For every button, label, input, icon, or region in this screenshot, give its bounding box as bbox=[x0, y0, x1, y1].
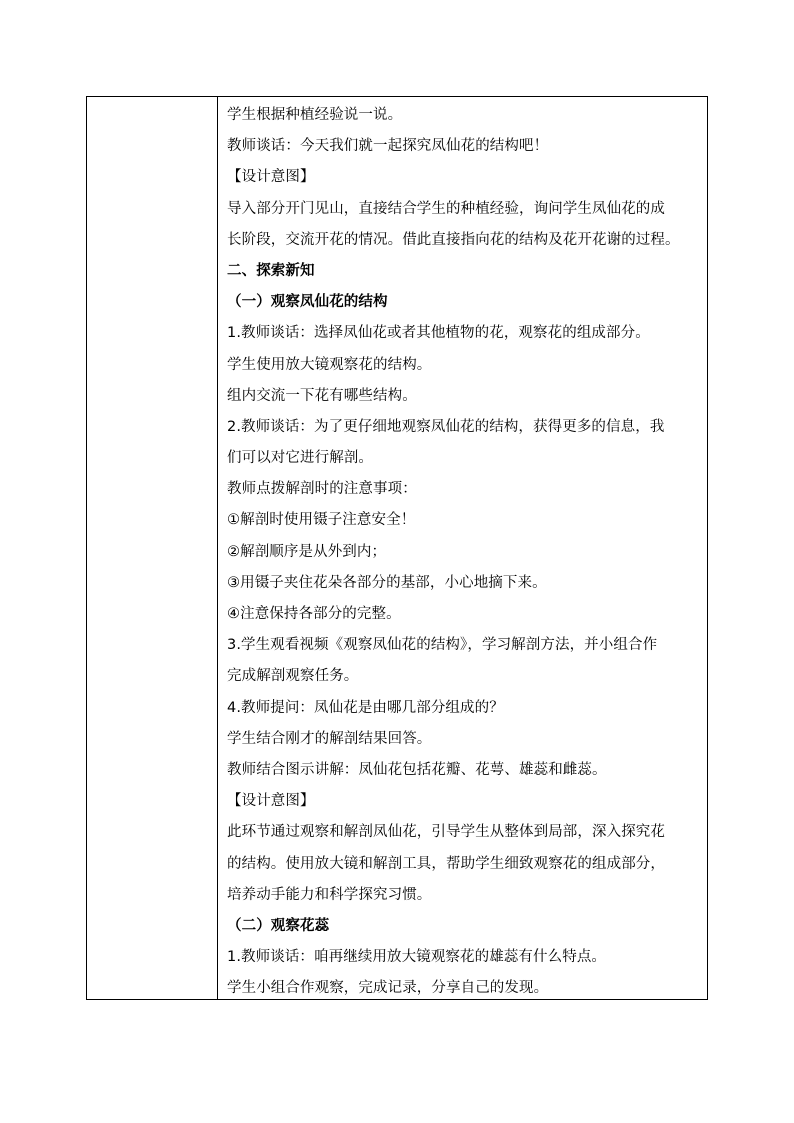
text-line: 学生使用放大镜观察花的结构。 bbox=[227, 356, 432, 373]
text-line: 2.教师谈话：为了更仔细地观察凤仙花的结构，获得更多的信息，我 bbox=[227, 418, 665, 435]
text-line: ①解剖时使用镊子注意安全！ bbox=[227, 512, 416, 529]
section-heading: （二）观察花蕊 bbox=[227, 917, 330, 934]
text-line: 学生根据种植经验说一说。 bbox=[227, 107, 403, 123]
text-line: 【设计意图】 bbox=[227, 793, 315, 810]
text-line: 的结构。使用放大镜和解剖工具，帮助学生细致观察花的组成部分， bbox=[227, 855, 665, 872]
text-line: 【设计意图】 bbox=[227, 169, 315, 186]
text-line: 教师谈话：今天我们就一起探究凤仙花的结构吧！ bbox=[227, 138, 549, 155]
text-line: ②解剖顺序是从外到内； bbox=[227, 543, 387, 560]
lesson-plan-table bbox=[86, 96, 708, 1000]
text-line: 们可以对它进行解剖。 bbox=[227, 450, 373, 467]
text-line: ③用镊子夹住花朵各部分的基部，小心地摘下来。 bbox=[227, 574, 547, 591]
content-cell bbox=[218, 97, 707, 999]
left-column-cell bbox=[87, 97, 218, 999]
text-line: 学生结合刚才的解剖结果回答。 bbox=[227, 730, 432, 747]
text-line: 3.学生观看视频《观察凤仙花的结构》，学习解剖方法，并小组合作 bbox=[227, 637, 658, 654]
text-line: 1.教师谈话：咱再继续用放大镜观察花的雄蕊有什么特点。 bbox=[227, 949, 607, 966]
text-line: 完成解剖观察任务。 bbox=[227, 668, 359, 685]
section-heading: 二、探索新知 bbox=[227, 262, 315, 279]
text-line: ④注意保持各部分的完整。 bbox=[227, 606, 401, 622]
text-line: 组内交流一下花有哪些结构。 bbox=[227, 387, 417, 404]
text-line: 学生小组合作观察，完成记录，分享自己的发现。 bbox=[227, 980, 549, 997]
text-line: 教师结合图示讲解：凤仙花包括花瓣、花萼、雄蕊和雌蕊。 bbox=[227, 761, 607, 778]
text-line: 此环节通过观察和解剖凤仙花，引导学生从整体到局部，深入探究花 bbox=[227, 824, 665, 841]
text-line: 教师点拨解剖时的注意事项： bbox=[227, 481, 417, 498]
text-line: 导入部分开门见山，直接结合学生的种植经验，询问学生凤仙花的成 bbox=[227, 200, 665, 217]
text-line: 长阶段，交流开花的情况。借此直接指向花的结构及花开花谢的过程。 bbox=[227, 231, 680, 248]
text-line: 1.教师谈话：选择凤仙花或者其他植物的花，观察花的组成部分。 bbox=[227, 325, 650, 342]
text-line: 培养动手能力和科学探究习惯。 bbox=[227, 886, 432, 903]
section-heading: （一）观察凤仙花的结构 bbox=[227, 294, 388, 311]
text-line: 4.教师提问：凤仙花是由哪几部分组成的？ bbox=[227, 699, 504, 716]
